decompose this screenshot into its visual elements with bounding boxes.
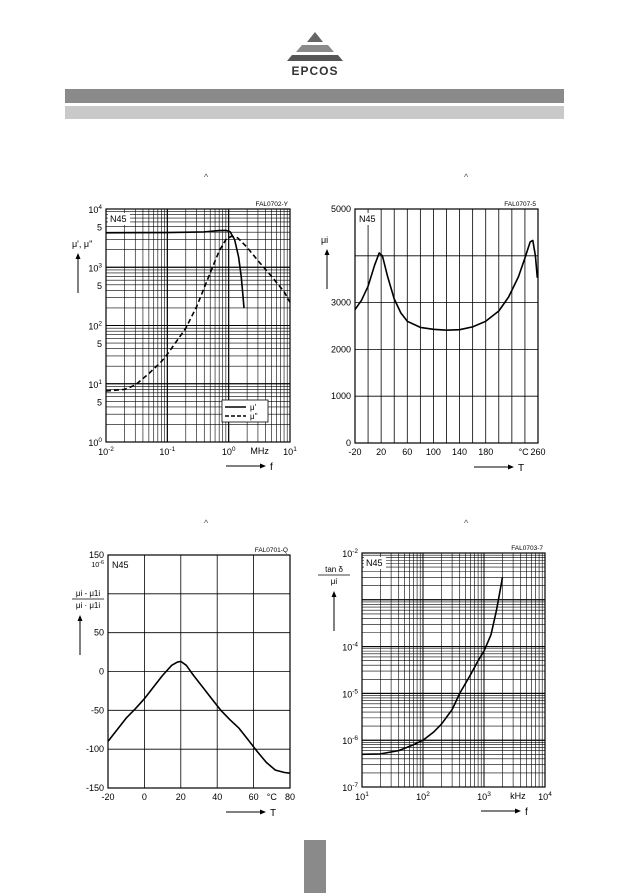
caret-mark: ^: [464, 518, 469, 528]
x-tick-label: 60: [402, 447, 413, 457]
y-axis-label: tan δ: [325, 565, 343, 574]
legend-box: [222, 400, 268, 422]
chart-temperature-coefficient: [72, 547, 295, 819]
y-tick-label: 50: [93, 627, 104, 638]
y-axis-arrowhead: [325, 249, 330, 255]
y-tick-label: 0: [345, 438, 351, 448]
x-tick-label: 260: [530, 447, 546, 457]
series-line: [106, 236, 290, 391]
y-tick-label: 3000: [330, 297, 351, 308]
x-unit-label: kHz: [510, 791, 526, 801]
chart-permeability-vs-frequency: [72, 201, 297, 473]
series-line: [108, 661, 290, 773]
x-axis-arrowhead: [515, 809, 521, 814]
chart-loss-factor-vs-frequency: [318, 545, 552, 818]
figure-reference: FAL0703-7: [511, 545, 543, 552]
y-tick-label: 5: [96, 280, 102, 291]
y-tick-label: $10^{-4}$: [342, 641, 358, 653]
caret-mark: ^: [464, 172, 469, 182]
x-tick-label: $10^4$: [538, 791, 552, 802]
x-tick-label: 60: [248, 792, 259, 802]
chart-permeability-vs-temperature: [321, 201, 546, 474]
x-tick-label: $10^{-2}$: [98, 446, 114, 457]
material-label: N45: [359, 214, 376, 224]
y-tick-label: $10^3$: [88, 262, 102, 274]
x-axis-label: T: [270, 808, 277, 819]
brand-name: EPCOS: [291, 64, 339, 78]
figure-reference: FAL0707-5: [504, 201, 536, 208]
x-unit-label: °C: [518, 447, 529, 457]
y-tick-label: 5: [96, 222, 102, 233]
y-axis-label: μi · μ1i: [75, 601, 101, 610]
caret-mark: ^: [204, 172, 209, 182]
y-tick-label: 5: [96, 339, 102, 350]
y-tick-label: $10^4$: [88, 204, 102, 215]
y-axis-arrowhead: [78, 615, 83, 621]
y-tick-label: 1000: [330, 391, 351, 402]
y-tick-label: 0: [98, 666, 104, 677]
y-tick-label: $10^0$: [88, 437, 102, 448]
y-tick-label: -50: [90, 705, 104, 716]
legend-label: μ'': [250, 412, 258, 421]
y-tick-label: 5: [96, 397, 102, 408]
y-axis-label: μi: [330, 577, 338, 586]
y-tick-label: $10^1$: [88, 378, 102, 390]
x-tick-label: $10^2$: [416, 791, 430, 802]
y-axis-arrowhead: [76, 253, 81, 259]
material-label: N45: [366, 558, 383, 568]
y-tick-label: 150: [88, 550, 104, 560]
y-axis-label: μi - μ1i: [75, 589, 101, 598]
y-axis-label: μ', μ'': [72, 239, 93, 249]
page-tab: [304, 840, 326, 893]
material-label: N45: [110, 214, 127, 224]
x-axis-arrowhead: [260, 464, 266, 469]
y-tick-label: 5000: [330, 204, 351, 214]
y-unit-label: $10^{-6}$: [91, 560, 104, 569]
x-tick-label: 40: [212, 792, 223, 802]
x-tick-label: 0: [141, 792, 147, 802]
x-tick-label: $10^1$: [355, 791, 369, 802]
figure-reference: FAL0702-Y: [255, 201, 288, 208]
y-tick-label: $10^{-5}$: [342, 688, 358, 700]
y-axis-arrowhead: [332, 591, 337, 597]
y-tick-label: -100: [85, 744, 104, 755]
x-tick-label: 80: [284, 792, 296, 802]
y-tick-label: -150: [85, 783, 104, 793]
caret-mark: ^: [204, 518, 209, 528]
y-tick-label: $10^{-6}$: [342, 735, 358, 747]
y-tick-label: $10^{-7}$: [342, 782, 358, 793]
y-axis-label: μi: [321, 235, 329, 245]
x-tick-label: $10^{-1}$: [159, 446, 176, 457]
x-unit-label: °C: [266, 792, 277, 802]
x-axis-arrowhead: [508, 465, 514, 470]
x-tick-label: $10^0$: [221, 446, 236, 457]
series-line: [106, 230, 244, 308]
y-tick-label: $10^2$: [88, 320, 102, 332]
x-tick-label: 20: [175, 792, 186, 802]
x-tick-label: $10^3$: [477, 791, 491, 802]
x-axis-label: f: [270, 462, 273, 473]
y-tick-label: 2000: [330, 344, 351, 355]
x-tick-label: $10^1$: [283, 446, 297, 457]
x-tick-label: 140: [452, 447, 468, 457]
figure-reference: FAL0701-Q: [254, 547, 288, 554]
material-label: N45: [112, 560, 129, 570]
y-tick-label: $10^{-2}$: [342, 548, 358, 559]
x-axis-arrowhead: [260, 810, 266, 815]
x-unit-label: MHz: [250, 446, 269, 456]
x-axis-label: T: [518, 463, 525, 474]
x-tick-label: 180: [478, 447, 494, 457]
x-tick-label: -20: [348, 447, 362, 457]
x-tick-label: 100: [425, 447, 441, 457]
x-tick-label: -20: [101, 792, 115, 802]
legend-label: μ': [250, 403, 257, 412]
x-tick-label: 20: [376, 447, 387, 457]
x-axis-label: f: [525, 807, 528, 818]
